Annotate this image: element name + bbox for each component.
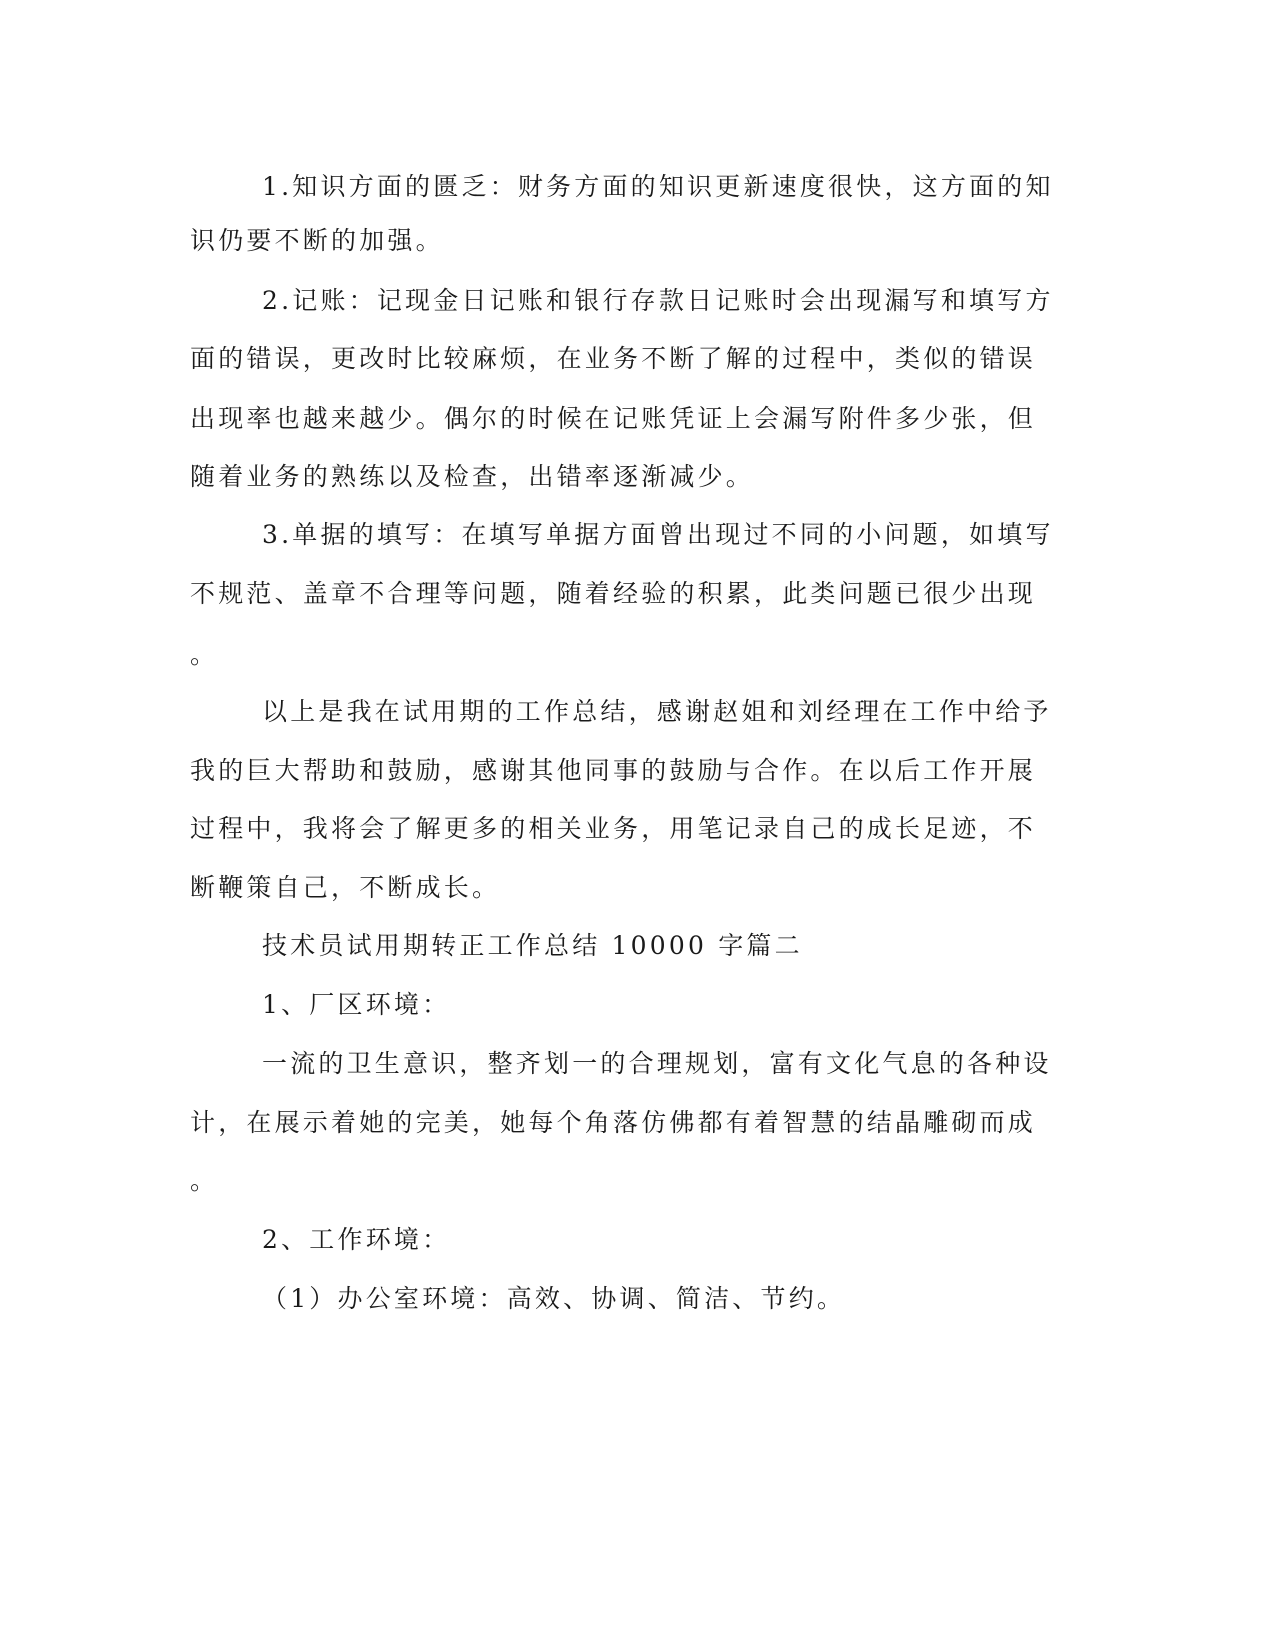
- paragraph-line: 不规范、盖章不合理等问题，随着经验的积累，此类问题已很少出现: [190, 579, 1037, 608]
- paragraph-line: 断鞭策自己，不断成长。: [190, 873, 501, 902]
- paragraph-line: 计，在展示着她的完美，她每个角落仿佛都有着智慧的结晶雕砌而成: [190, 1108, 1037, 1137]
- paragraph-line: 3.单据的填写：在填写单据方面曾出现过不同的小问题，如填写: [262, 520, 1054, 549]
- paragraph-line: 识仍要不断的加强。: [190, 226, 444, 255]
- paragraph-line: 。: [190, 640, 219, 669]
- section-heading: 技术员试用期转正工作总结 10000 字篇二: [262, 931, 803, 960]
- paragraph-line: 1.知识方面的匮乏：财务方面的知识更新速度很快，这方面的知: [262, 172, 1054, 201]
- paragraph-line: 一流的卫生意识，整齐划一的合理规划，富有文化气息的各种设: [262, 1049, 1052, 1078]
- paragraph-line: 2.记账：记现金日记账和银行存款日记账时会出现漏写和填写方: [262, 286, 1054, 315]
- subsection-heading: 1、厂区环境：: [262, 990, 451, 1019]
- paragraph-line: 以上是我在试用期的工作总结，感谢赵姐和刘经理在工作中给予: [262, 697, 1052, 726]
- paragraph-line: 我的巨大帮助和鼓励，感谢其他同事的鼓励与合作。在以后工作开展: [190, 756, 1037, 785]
- subsection-heading: 2、工作环境：: [262, 1225, 451, 1254]
- paragraph-line: 随着业务的熟练以及检查，出错率逐渐减少。: [190, 462, 755, 491]
- paragraph-line: 出现率也越来越少。偶尔的时候在记账凭证上会漏写附件多少张，但: [190, 404, 1037, 433]
- paragraph-line: 过程中，我将会了解更多的相关业务，用笔记录自己的成长足迹，不: [190, 814, 1037, 843]
- paragraph-line: 。: [190, 1166, 219, 1195]
- paragraph-line: 面的错误，更改时比较麻烦，在业务不断了解的过程中，类似的错误: [190, 344, 1037, 373]
- paragraph-line: （1）办公室环境：高效、协调、简洁、节约。: [262, 1284, 846, 1313]
